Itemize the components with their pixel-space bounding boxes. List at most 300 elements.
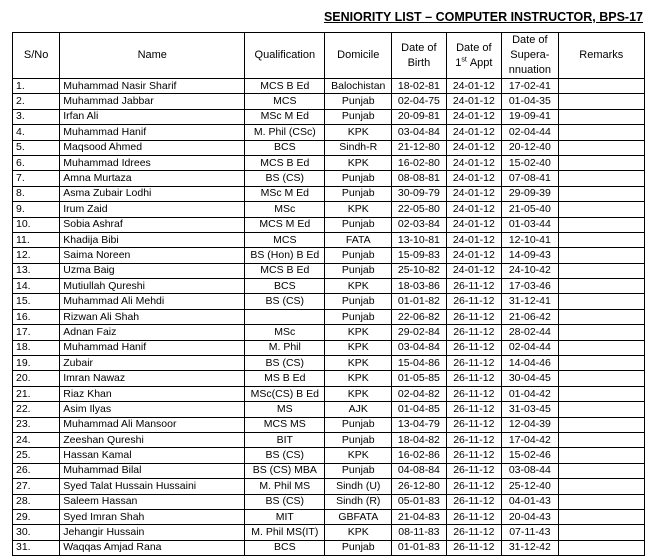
cell-domicile: AJK <box>325 402 392 417</box>
cell-sno: 27. <box>13 479 60 494</box>
cell-sno: 23. <box>13 417 60 432</box>
cell-date-of-superannuation: 03-08-44 <box>502 463 559 478</box>
cell-domicile: Punjab <box>325 186 392 201</box>
table-row <box>13 294 645 309</box>
seniority-table <box>12 32 645 556</box>
cell-date-of-birth: 16-02-86 <box>392 448 446 463</box>
cell-date-of-appointment: 24-01-12 <box>446 217 501 232</box>
cell-remarks <box>558 417 644 432</box>
cell-domicile: KPK <box>325 340 392 355</box>
cell-name: Mutiullah Qureshi <box>60 279 245 294</box>
cell-date-of-birth: 03-04-84 <box>392 340 446 355</box>
cell-name: Uzma Baig <box>60 263 245 278</box>
cell-domicile: Punjab <box>325 309 392 324</box>
cell-name: Asma Zubair Lodhi <box>60 186 245 201</box>
table-row <box>13 417 645 432</box>
table-row <box>13 448 645 463</box>
cell-domicile: KPK <box>325 279 392 294</box>
cell-sno: 22. <box>13 402 60 417</box>
cell-qualification: M. Phil MS(IT) <box>245 525 325 540</box>
cell-date-of-birth: 08-11-83 <box>392 525 446 540</box>
cell-remarks <box>558 140 644 155</box>
cell-domicile: FATA <box>325 232 392 247</box>
cell-date-of-appointment: 24-01-12 <box>446 186 501 201</box>
cell-name: Amna Murtaza <box>60 171 245 186</box>
header-date-of-birth <box>392 33 446 79</box>
cell-name: Rizwan Ali Shah <box>60 309 245 324</box>
cell-date-of-birth: 01-05-85 <box>392 371 446 386</box>
cell-remarks <box>558 371 644 386</box>
cell-qualification: MCS MS <box>245 417 325 432</box>
cell-qualification: MIT <box>245 509 325 524</box>
cell-remarks <box>558 494 644 509</box>
cell-qualification: MSc <box>245 325 325 340</box>
cell-sno: 9. <box>13 202 60 217</box>
cell-domicile: KPK <box>325 356 392 371</box>
cell-date-of-birth: 16-02-80 <box>392 155 446 170</box>
cell-date-of-superannuation: 25-12-40 <box>502 479 559 494</box>
cell-name: Saima Noreen <box>60 248 245 263</box>
cell-date-of-appointment: 26-11-12 <box>446 432 501 447</box>
cell-name: Sobia Ashraf <box>60 217 245 232</box>
header-date-of-superannuation <box>502 33 559 79</box>
cell-name: Syed Talat Hussain Hussaini <box>60 479 245 494</box>
cell-qualification: M. Phil (CSc) <box>245 125 325 140</box>
cell-date-of-birth: 21-04-83 <box>392 509 446 524</box>
table-row <box>13 371 645 386</box>
table-row <box>13 463 645 478</box>
cell-date-of-superannuation: 01-04-42 <box>502 386 559 401</box>
cell-sno: 31. <box>13 540 60 555</box>
cell-name: Saleem Hassan <box>60 494 245 509</box>
cell-remarks <box>558 125 644 140</box>
cell-sno: 14. <box>13 279 60 294</box>
cell-domicile: Punjab <box>325 171 392 186</box>
cell-date-of-appointment: 24-01-12 <box>446 140 501 155</box>
table-row <box>13 356 645 371</box>
cell-name: Muhammad Hanif <box>60 125 245 140</box>
table-row <box>13 494 645 509</box>
cell-sno: 30. <box>13 525 60 540</box>
cell-date-of-birth: 30-09-79 <box>392 186 446 201</box>
cell-sno: 29. <box>13 509 60 524</box>
table-row <box>13 432 645 447</box>
cell-name: Khadija Bibi <box>60 232 245 247</box>
header-dob-line1: Date of <box>401 41 437 54</box>
cell-date-of-birth: 01-01-83 <box>392 540 446 555</box>
cell-date-of-birth: 01-01-82 <box>392 294 446 309</box>
cell-qualification: BCS <box>245 140 325 155</box>
cell-remarks <box>558 386 644 401</box>
cell-date-of-superannuation: 12-10-41 <box>502 232 559 247</box>
cell-remarks <box>558 155 644 170</box>
cell-date-of-appointment: 26-11-12 <box>446 309 501 324</box>
cell-date-of-superannuation: 21-05-40 <box>502 202 559 217</box>
cell-sno: 2. <box>13 94 60 109</box>
table-row <box>13 309 645 324</box>
cell-date-of-superannuation: 04-01-43 <box>502 494 559 509</box>
cell-date-of-superannuation: 02-04-44 <box>502 340 559 355</box>
cell-date-of-appointment: 26-11-12 <box>446 340 501 355</box>
table-row <box>13 217 645 232</box>
cell-sno: 15. <box>13 294 60 309</box>
cell-date-of-birth: 20-09-81 <box>392 109 446 124</box>
cell-domicile: KPK <box>325 125 392 140</box>
cell-date-of-birth: 18-03-86 <box>392 279 446 294</box>
cell-qualification <box>245 309 325 324</box>
table-row <box>13 402 645 417</box>
cell-qualification: MSc <box>245 202 325 217</box>
cell-date-of-birth: 21-12-80 <box>392 140 446 155</box>
cell-qualification: MSc(CS) B Ed <box>245 386 325 401</box>
cell-name: Riaz Khan <box>60 386 245 401</box>
cell-sno: 18. <box>13 340 60 355</box>
cell-date-of-appointment: 24-01-12 <box>446 155 501 170</box>
header-qualification: Qualification <box>245 33 325 79</box>
cell-date-of-appointment: 24-01-12 <box>446 109 501 124</box>
cell-date-of-birth: 18-02-81 <box>392 79 446 94</box>
cell-date-of-superannuation: 01-03-44 <box>502 217 559 232</box>
cell-sno: 10. <box>13 217 60 232</box>
cell-sno: 21. <box>13 386 60 401</box>
cell-date-of-birth: 02-04-82 <box>392 386 446 401</box>
header-sup-line3: nnuation <box>508 64 551 76</box>
cell-domicile: KPK <box>325 448 392 463</box>
cell-date-of-birth: 26-12-80 <box>392 479 446 494</box>
cell-qualification: BCS <box>245 540 325 555</box>
cell-date-of-superannuation: 14-04-46 <box>502 356 559 371</box>
cell-remarks <box>558 171 644 186</box>
cell-qualification: MCS <box>245 232 325 247</box>
cell-qualification: BS (Hon) B Ed <box>245 248 325 263</box>
cell-name: Asim Ilyas <box>60 402 245 417</box>
cell-qualification: BIT <box>245 432 325 447</box>
cell-name: Adnan Faiz <box>60 325 245 340</box>
cell-qualification: MSc M Ed <box>245 109 325 124</box>
cell-remarks <box>558 325 644 340</box>
cell-date-of-appointment: 26-11-12 <box>446 417 501 432</box>
table-row <box>13 140 645 155</box>
cell-remarks <box>558 463 644 478</box>
cell-remarks <box>558 525 644 540</box>
cell-qualification: BS (CS) <box>245 448 325 463</box>
header-appt-num: 1 <box>455 56 462 69</box>
cell-date-of-birth: 02-03-84 <box>392 217 446 232</box>
cell-domicile: Punjab <box>325 432 392 447</box>
cell-domicile: Punjab <box>325 417 392 432</box>
cell-date-of-appointment: 24-01-12 <box>446 263 501 278</box>
cell-remarks <box>558 94 644 109</box>
cell-date-of-superannuation: 24-10-42 <box>502 263 559 278</box>
cell-name: Hassan Kamal <box>60 448 245 463</box>
cell-sno: 11. <box>13 232 60 247</box>
cell-remarks <box>558 186 644 201</box>
cell-date-of-appointment: 26-11-12 <box>446 540 501 555</box>
cell-sno: 8. <box>13 186 60 201</box>
cell-date-of-birth: 18-04-82 <box>392 432 446 447</box>
cell-name: Muhammad Hanif <box>60 340 245 355</box>
cell-date-of-appointment: 24-01-12 <box>446 248 501 263</box>
cell-sno: 6. <box>13 155 60 170</box>
cell-sno: 12. <box>13 248 60 263</box>
cell-domicile: GBFATA <box>325 509 392 524</box>
table-row <box>13 94 645 109</box>
cell-name: Irum Zaid <box>60 202 245 217</box>
table-row <box>13 525 645 540</box>
cell-qualification: BCS <box>245 279 325 294</box>
table-row <box>13 386 645 401</box>
cell-date-of-birth: 29-02-84 <box>392 325 446 340</box>
cell-date-of-superannuation: 12-04-39 <box>502 417 559 432</box>
cell-date-of-birth: 15-04-86 <box>392 356 446 371</box>
cell-remarks <box>558 232 644 247</box>
cell-date-of-birth: 02-04-75 <box>392 94 446 109</box>
cell-domicile: Punjab <box>325 109 392 124</box>
cell-remarks <box>558 217 644 232</box>
cell-remarks <box>558 479 644 494</box>
cell-remarks <box>558 309 644 324</box>
cell-date-of-superannuation: 15-02-46 <box>502 448 559 463</box>
cell-qualification: M. Phil MS <box>245 479 325 494</box>
cell-remarks <box>558 294 644 309</box>
cell-date-of-superannuation: 07-11-43 <box>502 525 559 540</box>
cell-sno: 19. <box>13 356 60 371</box>
cell-domicile: KPK <box>325 155 392 170</box>
cell-date-of-appointment: 26-11-12 <box>446 386 501 401</box>
table-row <box>13 155 645 170</box>
cell-date-of-birth: 08-08-81 <box>392 171 446 186</box>
cell-qualification: BS (CS) MBA <box>245 463 325 478</box>
cell-name: Waqqas Amjad Rana <box>60 540 245 555</box>
cell-date-of-superannuation: 15-02-40 <box>502 155 559 170</box>
header-sno: S/No <box>13 33 60 79</box>
cell-date-of-birth: 15-09-83 <box>392 248 446 263</box>
cell-date-of-superannuation: 20-12-40 <box>502 140 559 155</box>
table-row <box>13 340 645 355</box>
cell-remarks <box>558 263 644 278</box>
cell-domicile: Balochistan <box>325 79 392 94</box>
cell-name: Muhammad Nasir Sharif <box>60 79 245 94</box>
cell-date-of-appointment: 26-11-12 <box>446 294 501 309</box>
cell-sno: 13. <box>13 263 60 278</box>
cell-sno: 7. <box>13 171 60 186</box>
cell-date-of-appointment: 26-11-12 <box>446 325 501 340</box>
cell-remarks <box>558 109 644 124</box>
cell-sno: 20. <box>13 371 60 386</box>
cell-date-of-appointment: 26-11-12 <box>446 525 501 540</box>
cell-date-of-superannuation: 31-12-41 <box>502 294 559 309</box>
cell-date-of-appointment: 24-01-12 <box>446 202 501 217</box>
cell-date-of-superannuation: 17-04-42 <box>502 432 559 447</box>
header-sup-line2: Supera- <box>510 49 550 61</box>
cell-qualification: BS (CS) <box>245 356 325 371</box>
cell-name: Irfan Ali <box>60 109 245 124</box>
cell-date-of-superannuation: 29-09-39 <box>502 186 559 201</box>
cell-domicile: Sindh-R <box>325 140 392 155</box>
header-row <box>13 33 645 79</box>
cell-date-of-superannuation: 17-03-46 <box>502 279 559 294</box>
cell-qualification: MCS B Ed <box>245 79 325 94</box>
cell-domicile: KPK <box>325 325 392 340</box>
cell-qualification: BS (CS) <box>245 294 325 309</box>
table-row <box>13 540 645 555</box>
cell-date-of-appointment: 26-11-12 <box>446 371 501 386</box>
table-row <box>13 279 645 294</box>
cell-date-of-appointment: 26-11-12 <box>446 448 501 463</box>
cell-sno: 17. <box>13 325 60 340</box>
cell-date-of-appointment: 26-11-12 <box>446 402 501 417</box>
table-header <box>13 33 645 79</box>
cell-sno: 4. <box>13 125 60 140</box>
cell-name: Muhammad Ali Mehdi <box>60 294 245 309</box>
cell-date-of-superannuation: 19-09-41 <box>502 109 559 124</box>
table-row <box>13 202 645 217</box>
cell-domicile: Sindh (U) <box>325 479 392 494</box>
cell-sno: 25. <box>13 448 60 463</box>
cell-date-of-appointment: 24-01-12 <box>446 232 501 247</box>
cell-date-of-appointment: 26-11-12 <box>446 494 501 509</box>
cell-name: Zeeshan Qureshi <box>60 432 245 447</box>
cell-domicile: KPK <box>325 371 392 386</box>
header-dob-line2: Birth <box>407 56 431 69</box>
cell-date-of-superannuation: 07-08-41 <box>502 171 559 186</box>
cell-date-of-birth: 13-10-81 <box>392 232 446 247</box>
cell-date-of-birth: 04-08-84 <box>392 463 446 478</box>
header-domicile: Domicile <box>325 33 392 79</box>
table-row <box>13 263 645 278</box>
cell-date-of-superannuation: 17-02-41 <box>502 79 559 94</box>
cell-date-of-appointment: 24-01-12 <box>446 79 501 94</box>
cell-domicile: Punjab <box>325 94 392 109</box>
cell-qualification: MCS B Ed <box>245 155 325 170</box>
cell-date-of-appointment: 26-11-12 <box>446 463 501 478</box>
cell-domicile: Punjab <box>325 294 392 309</box>
table-row <box>13 186 645 201</box>
cell-domicile: Punjab <box>325 540 392 555</box>
header-appt-line1: Date of <box>456 41 492 54</box>
cell-qualification: BS (CS) <box>245 171 325 186</box>
cell-name: Jehangir Hussain <box>60 525 245 540</box>
table-row <box>13 125 645 140</box>
cell-sno: 26. <box>13 463 60 478</box>
cell-date-of-birth: 22-06-82 <box>392 309 446 324</box>
cell-remarks <box>558 356 644 371</box>
cell-date-of-birth: 03-04-84 <box>392 125 446 140</box>
cell-domicile: Sindh (R) <box>325 494 392 509</box>
cell-domicile: KPK <box>325 386 392 401</box>
cell-name: Zubair <box>60 356 245 371</box>
cell-date-of-birth: 25-10-82 <box>392 263 446 278</box>
cell-qualification: MCS M Ed <box>245 217 325 232</box>
cell-date-of-superannuation: 01-04-35 <box>502 94 559 109</box>
cell-date-of-birth: 13-04-79 <box>392 417 446 432</box>
cell-domicile: KPK <box>325 525 392 540</box>
document-title: SENIORITY LIST – COMPUTER INSTRUCTOR, BPS-17 <box>323 10 643 24</box>
table-row <box>13 509 645 524</box>
cell-remarks <box>558 432 644 447</box>
cell-sno: 1. <box>13 79 60 94</box>
cell-date-of-appointment: 26-11-12 <box>446 356 501 371</box>
table-row <box>13 232 645 247</box>
cell-name: Maqsood Ahmed <box>60 140 245 155</box>
cell-name: Syed Imran Shah <box>60 509 245 524</box>
cell-date-of-appointment: 24-01-12 <box>446 171 501 186</box>
header-name: Name <box>60 33 245 79</box>
cell-date-of-superannuation: 30-04-45 <box>502 371 559 386</box>
cell-domicile: Punjab <box>325 463 392 478</box>
cell-date-of-superannuation: 31-03-45 <box>502 402 559 417</box>
cell-sno: 3. <box>13 109 60 124</box>
cell-name: Muhammad Bilal <box>60 463 245 478</box>
cell-remarks <box>558 202 644 217</box>
cell-remarks <box>558 509 644 524</box>
cell-remarks <box>558 79 644 94</box>
cell-date-of-appointment: 24-01-12 <box>446 125 501 140</box>
cell-domicile: KPK <box>325 202 392 217</box>
header-remarks: Remarks <box>558 33 644 79</box>
cell-date-of-superannuation: 02-04-44 <box>502 125 559 140</box>
cell-qualification: MSc M Ed <box>245 186 325 201</box>
table-row <box>13 248 645 263</box>
header-sup-line1: Date of <box>512 34 548 46</box>
cell-domicile: Punjab <box>325 217 392 232</box>
cell-qualification: M. Phil <box>245 340 325 355</box>
table-row <box>13 171 645 186</box>
cell-date-of-birth: 05-01-83 <box>392 494 446 509</box>
header-appt-sup: st <box>461 55 467 63</box>
cell-qualification: MCS <box>245 94 325 109</box>
table-row <box>13 479 645 494</box>
cell-sno: 24. <box>13 432 60 447</box>
cell-remarks <box>558 248 644 263</box>
cell-date-of-superannuation: 21-06-42 <box>502 309 559 324</box>
cell-date-of-appointment: 26-11-12 <box>446 509 501 524</box>
cell-qualification: MS <box>245 402 325 417</box>
cell-remarks <box>558 340 644 355</box>
table-body <box>13 79 645 556</box>
cell-date-of-superannuation: 20-04-43 <box>502 509 559 524</box>
cell-date-of-appointment: 26-11-12 <box>446 279 501 294</box>
header-appt-word: Appt <box>469 56 493 69</box>
cell-domicile: Punjab <box>325 263 392 278</box>
cell-sno: 16. <box>13 309 60 324</box>
cell-remarks <box>558 540 644 555</box>
cell-domicile: Punjab <box>325 248 392 263</box>
cell-date-of-birth: 01-04-85 <box>392 402 446 417</box>
table-row <box>13 79 645 94</box>
header-date-of-first-appt <box>446 33 501 79</box>
cell-remarks <box>558 402 644 417</box>
table-row <box>13 325 645 340</box>
cell-date-of-superannuation: 14-09-43 <box>502 248 559 263</box>
cell-remarks <box>558 448 644 463</box>
cell-date-of-appointment: 24-01-12 <box>446 94 501 109</box>
cell-remarks <box>558 279 644 294</box>
cell-sno: 28. <box>13 494 60 509</box>
cell-date-of-superannuation: 31-12-42 <box>502 540 559 555</box>
cell-date-of-birth: 22-05-80 <box>392 202 446 217</box>
cell-name: Muhammad Jabbar <box>60 94 245 109</box>
table-row <box>13 109 645 124</box>
cell-qualification: MCS B Ed <box>245 263 325 278</box>
cell-name: Imran Nawaz <box>60 371 245 386</box>
cell-date-of-superannuation: 28-02-44 <box>502 325 559 340</box>
cell-qualification: BS (CS) <box>245 494 325 509</box>
cell-qualification: MS B Ed <box>245 371 325 386</box>
cell-date-of-appointment: 26-11-12 <box>446 479 501 494</box>
cell-name: Muhammad Idrees <box>60 155 245 170</box>
cell-sno: 5. <box>13 140 60 155</box>
